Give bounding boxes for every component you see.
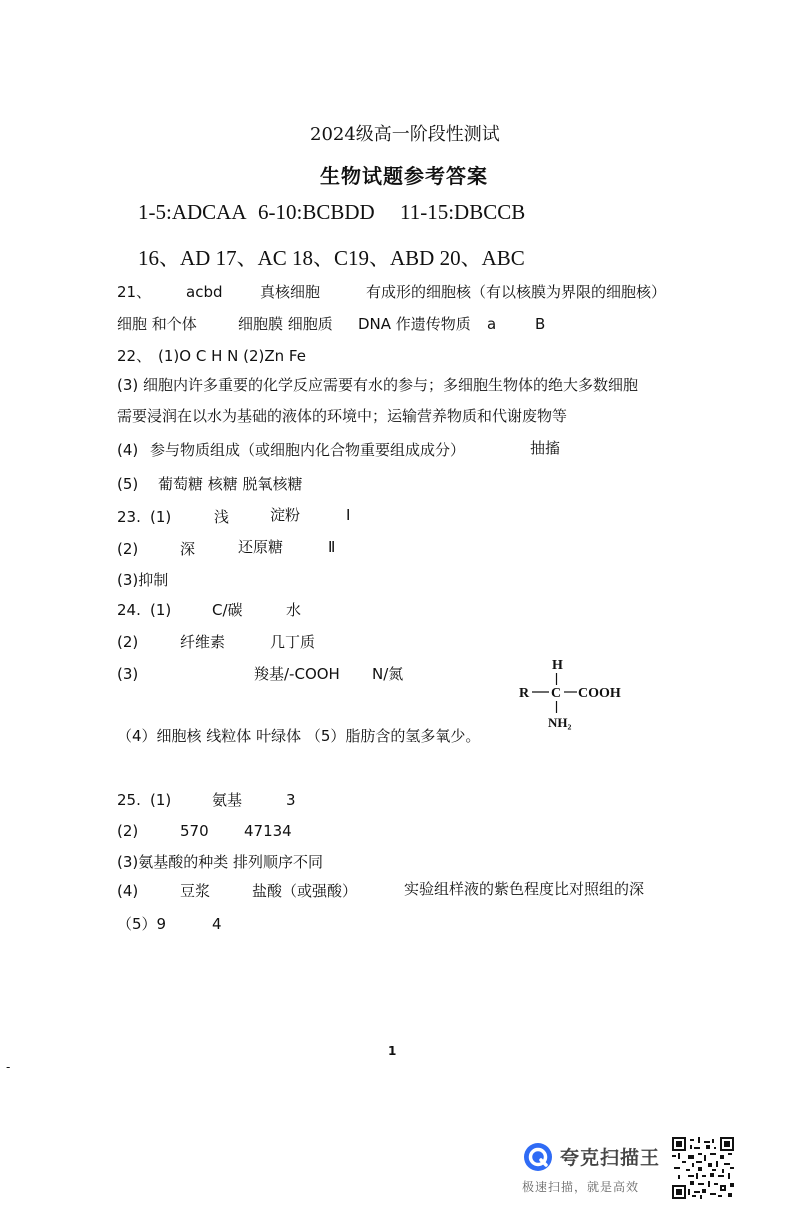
q22-part4-label: (4)	[117, 441, 139, 459]
q25-part1-group: 氨基	[212, 791, 243, 809]
q23-part3: (3)抑制	[117, 571, 169, 589]
q21-number: 21、	[117, 283, 152, 301]
q24-part2-label: (2)	[117, 633, 139, 651]
answer-key-title: 生物试题参考答案	[320, 164, 488, 188]
page-number: 1	[388, 1044, 397, 1058]
q25-part4-label: (4)	[117, 882, 139, 900]
q25-part4-result: 实验组样液的紫色程度比对照组的深	[404, 880, 645, 898]
q23-part1-numeral: Ⅰ	[346, 506, 351, 524]
structure-top-atom: H	[552, 658, 563, 673]
structure-carboxyl-group: COOH	[578, 686, 621, 701]
mc-answers-1-5: 1-5:ADCAA	[138, 200, 247, 224]
q24-part3-element: N/氮	[372, 665, 404, 683]
q25-part2-a: 570	[180, 822, 209, 840]
q24-part2-b: 几丁质	[270, 633, 316, 651]
q25-part3: (3)氨基酸的种类 排列顺序不同	[117, 853, 324, 871]
q22-part5-label: (5)	[117, 475, 139, 493]
q24-number: 24.	[117, 601, 141, 619]
margin-mark: -	[6, 1060, 11, 1074]
q23-number: 23.	[117, 508, 141, 526]
quark-logo-icon	[522, 1141, 554, 1173]
q22-part3-line1: (3) 细胞内许多重要的化学反应需要有水的参与；多细胞生物体的绝大多数细胞	[117, 376, 639, 394]
q22-part4-answer: 参与物质组成（或细胞内化合物重要组成成分）	[150, 441, 466, 459]
q23-part2-label: (2)	[117, 540, 139, 558]
q22-part1-2: (1)O C H N (2)Zn Fe	[158, 347, 306, 365]
mc-answers-11-15: 11-15:DBCCB	[400, 200, 526, 224]
q23-part1-color: 浅	[214, 508, 230, 526]
q24-part2-a: 纤维素	[180, 633, 226, 651]
mc-answers-6-10: 6-10:BCBDD	[258, 200, 375, 224]
watermark-slogan: 极速扫描，就是高效	[522, 1180, 640, 1194]
qr-code-icon	[672, 1137, 734, 1199]
q23-part1-label: (1)	[150, 508, 172, 526]
structure-amino-group: NH₂	[548, 715, 572, 730]
q22-part5-answer: 葡萄糖 核糖 脱氧核糖	[158, 475, 303, 493]
q21-answer-b: B	[535, 315, 546, 333]
watermark-brand: 夸克扫描王	[560, 1147, 661, 1169]
q23-part2-numeral: Ⅱ	[328, 538, 336, 556]
q25-part4-material: 豆浆	[180, 882, 211, 900]
q24-part3-group: 羧基/-COOH	[254, 665, 340, 683]
q21-answer-reason: 有成形的细胞核（有以核膜为界限的细胞核）	[366, 283, 667, 301]
q25-part5-label: （5）9	[117, 915, 167, 933]
q23-part1-substance: 淀粉	[270, 506, 301, 524]
q22-part4-symptom: 抽搐	[530, 439, 561, 457]
structure-center-atom: C	[551, 686, 562, 701]
q25-part5-b: 4	[212, 915, 222, 933]
q23-part2-substance: 还原糖	[238, 538, 284, 556]
structure-left-group: R	[519, 686, 530, 701]
q25-part1-label: (1)	[150, 791, 172, 809]
q25-part4-acid: 盐酸（或强酸）	[252, 882, 358, 900]
q24-part1-element: C/碳	[212, 601, 243, 619]
amino-acid-structure	[515, 655, 655, 735]
q21-answer-levels: 细胞 和个体	[117, 315, 197, 333]
q21-answer-order: acbd	[186, 283, 223, 301]
q25-number: 25.	[117, 791, 141, 809]
q24-part1-compound: 水	[286, 601, 302, 619]
q21-answer-a: a	[487, 315, 497, 333]
q21-answer-structures: 细胞膜 细胞质	[238, 315, 333, 333]
q24-part3-label: (3)	[117, 665, 139, 683]
q25-part1-count: 3	[286, 791, 296, 809]
q24-part1-label: (1)	[150, 601, 172, 619]
q22-number: 22、	[117, 347, 152, 365]
q22-part3-line2: 需要浸润在以水为基础的液体的环境中；运输营养物质和代谢废物等	[117, 407, 568, 425]
q21-answer-cell-type: 真核细胞	[260, 283, 321, 301]
q25-part2-b: 47134	[244, 822, 292, 840]
exam-title: 2024级高一阶段性测试	[310, 124, 500, 145]
q24-part4-5: （4）细胞核 线粒体 叶绿体 （5）脂肪含的氢多氧少。	[117, 727, 481, 745]
q21-answer-dna: DNA 作遗传物质	[358, 315, 471, 333]
q25-part2-label: (2)	[117, 822, 139, 840]
mc-answers-16-20: 16、AD 17、AC 18、C19、ABD 20、ABC	[138, 246, 525, 270]
q23-part2-color: 深	[180, 540, 196, 558]
